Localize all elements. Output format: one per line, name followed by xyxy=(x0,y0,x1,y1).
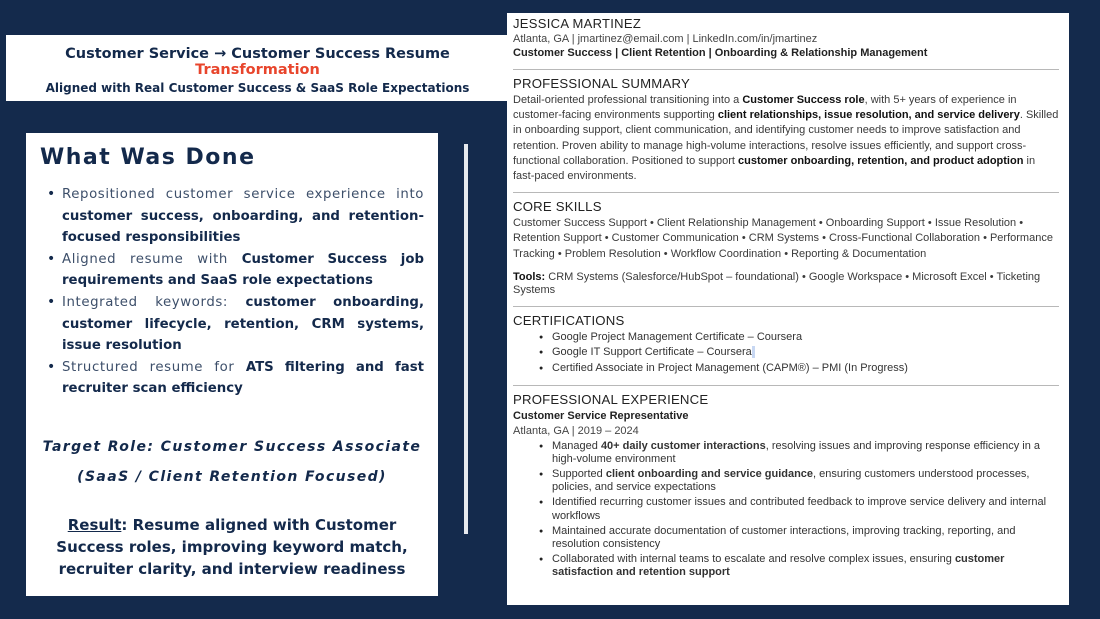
experience-item: ● Supported client onboarding and service guidance, ensuring customers understood processes, policies, and service expectations xyxy=(539,468,1059,495)
certification-item: ● Google Project Management Certificate – Coursera xyxy=(539,330,1059,346)
certification-item: ● Google IT Support Certificate – Coursera xyxy=(539,345,1059,361)
summary-paragraph: Detail-oriented professional transitioning into a Customer Success role, with 5+ years of experience in customer-facing environments supporting client relationships, issue resolution, and service delivery. Skilled in onboarding support, client communication, and identifying customer needs to improve satisfaction and retention. Proven ability to manage high-volume interactions, resolve issues efficiently, and support cross-functional collaboration. Positioned to support customer onboarding, retention, and product adoption in fast-paced environments. xyxy=(513,94,1059,183)
summary-heading: PROFESSIONAL SUMMARY xyxy=(513,76,690,91)
target-role: Target Role: Customer Success Associate (SaaS / Client Retention Focused) xyxy=(42,438,422,485)
experience-item: ● Identified recurring customer issues and contributed feedback to improve service delivery and internal workflows xyxy=(539,496,1059,523)
tagline: Customer Success | Client Retention | Onboarding & Relationship Management xyxy=(513,47,928,59)
experience-item: ● Maintained accurate documentation of customer interactions, improving tracking, reporting, and resolution consistency xyxy=(539,525,1059,552)
what-was-done-card xyxy=(26,133,438,596)
candidate-name: JESSICA MARTINEZ xyxy=(513,16,642,31)
main-title: Customer Service → Customer Success Resume Transformation xyxy=(65,46,450,78)
experience-list xyxy=(513,440,1059,580)
certification-item: ● Certified Associate in Project Management (CAPM®) – PMI (In Progress) xyxy=(539,361,1059,377)
resume-document xyxy=(507,13,1069,605)
done-bullet-list xyxy=(40,184,424,400)
done-bullet: • Integrated keywords: customer onboarding, customer lifecycle, retention, CRM systems, issue resolution xyxy=(40,292,424,357)
done-bullet: • Repositioned customer service experience into customer success, onboarding, and retention-focused responsibilities xyxy=(40,184,424,249)
certifications-heading: CERTIFICATIONS xyxy=(513,312,625,328)
section-rule xyxy=(513,69,1059,70)
section-rule xyxy=(513,306,1059,307)
vertical-divider xyxy=(464,144,468,534)
title-card xyxy=(6,35,509,101)
section-rule xyxy=(513,192,1059,193)
job-location-dates: Atlanta, GA | 2019 – 2024 xyxy=(513,424,639,437)
done-bullet: • Aligned resume with Customer Success job requirements and SaaS role expectations xyxy=(40,249,424,292)
what-was-done-heading: What Was Done xyxy=(40,145,256,170)
done-bullet: • Structured resume for ATS filtering and fast recruiter scan efficiency xyxy=(40,357,424,400)
title-accent-word: Transformation xyxy=(195,62,320,78)
result-label: Result xyxy=(67,515,122,534)
section-rule xyxy=(513,385,1059,386)
experience-heading: PROFESSIONAL EXPERIENCE xyxy=(513,391,709,407)
certifications-list xyxy=(513,330,1059,377)
result-statement: Result: Resume aligned with Customer Success roles, improving keyword match, recruiter clarity, and interview readiness xyxy=(56,515,408,578)
experience-item: ● Managed 40+ daily customer interactions, resolving issues and improving response efficiency in a high-volume environment xyxy=(539,440,1059,467)
subtitle: Aligned with Real Customer Success & SaaS Role Expectations xyxy=(45,81,470,95)
job-title: Customer Service Representative xyxy=(513,409,689,422)
skills-list: Customer Success Support • Client Relationship Management • Onboarding Support • Issue Resolution • Retention Support • Customer Communication • CRM Systems • Cross-Functional Collaboration • Performance Tracking • Problem Resolution • Workflow Coordination • Reporting & Documentation xyxy=(513,217,1053,260)
experience-item: ● Collaborated with internal teams to escalate and resolve complex issues, ensuring customer satisfaction and retention support xyxy=(539,553,1059,580)
skills-heading: CORE SKILLS xyxy=(513,199,602,215)
tools-line: Tools: CRM Systems (Salesforce/HubSpot – foundational) • Google Workspace • Microsoft Excel • Ticketing Systems xyxy=(513,270,1041,297)
contact-line: Atlanta, GA | jmartinez@email.com | LinkedIn.com/in/jmartinez xyxy=(513,33,818,45)
